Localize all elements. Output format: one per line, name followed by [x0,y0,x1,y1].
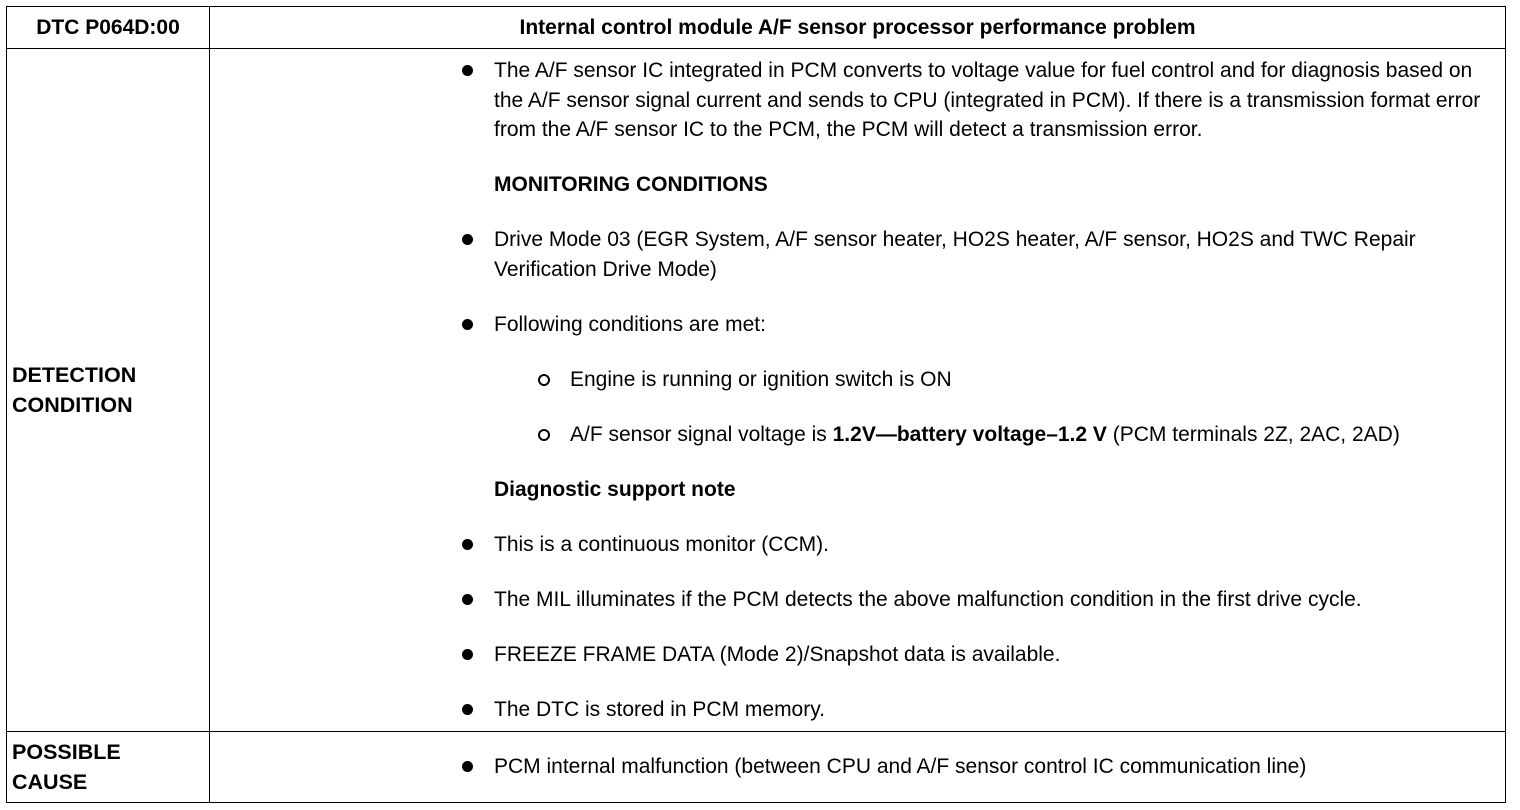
cause-label [7,732,210,803]
detection-label-line1: DETECTION [12,363,137,387]
cause-label-line1: POSSIBLE [12,740,121,764]
detection-intro: The A/F sensor IC integrated in PCM converts to voltage value for fuel control and for diagnosis based on the A/F sensor signal current and sends to CPU (integrated in PCM). If there is a transmission format error from the A/F sensor IC to the PCM, the PCM will detect a transmission error. [210,56,1505,145]
monitoring-heading: MONITORING CONDITIONS [494,173,768,196]
support-heading: Diagnostic support note [494,477,736,501]
conditions-intro-item: Following conditions are met: [210,310,1505,340]
cause-content [210,732,1506,803]
detection-row [7,49,1506,732]
detection-label [7,49,210,732]
support-note: The MIL illuminates if the PCM detects the above malfunction condition in the first drive cycle. [210,585,1505,615]
cause-item: PCM internal malfunction (between CPU and A/F sensor control IC communication line) [210,752,1505,782]
sub-condition-1: Engine is running or ignition switch is ON [210,365,1505,395]
support-note: FREEZE FRAME DATA (Mode 2)/Snapshot data is available. [210,640,1505,670]
sub-condition-2-suffix: (PCM terminals 2Z, 2AC, 2AD) [1106,422,1400,446]
sub-condition-2-voltage: 1.2V—battery voltage–1.2 V [832,422,1107,446]
cause-label-line2: CAUSE [12,770,88,794]
dtc-table [6,6,1506,803]
support-note: This is a continuous monitor (CCM). [210,530,1505,560]
detection-content [210,49,1506,732]
header-row [7,7,1506,49]
dtc-code: DTC P064D:00 [7,7,210,49]
sub-condition-2 [210,420,1505,450]
drive-mode-item: Drive Mode 03 (EGR System, A/F sensor heater, HO2S heater, A/F sensor, HO2S and TWC Repair Verification Drive Mode) [210,225,1505,284]
support-note: The DTC is stored in PCM memory. [210,695,1505,725]
cause-row [7,732,1506,803]
sub-condition-2-prefix: A/F sensor signal voltage is [570,422,833,446]
dtc-title: Internal control module A/F sensor processor performance problem [210,7,1506,49]
detection-label-line2: CONDITION [12,393,133,417]
